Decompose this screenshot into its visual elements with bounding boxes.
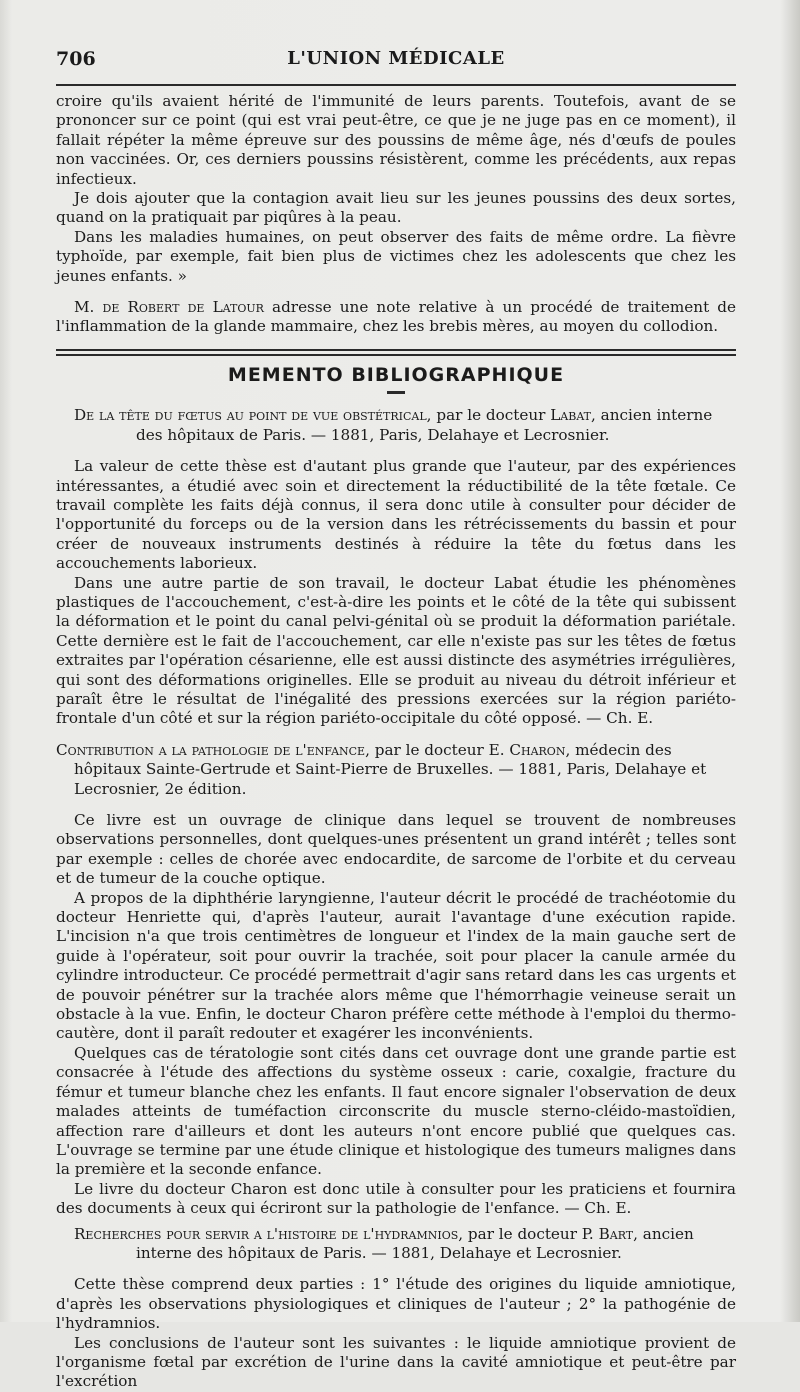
note-speaker: M. de Robert de Latour bbox=[74, 298, 264, 317]
review-paragraph: Quelques cas de tératologie sont cités dans cet ouvrage dont une grande partie est consacrée à l'étude des affections du système osseux : carie, coxalgie, fracture du fémur et tumeur blanche chez les enfants. Il faut encore signaler l'observation de deux malades atteints de tuméfaction circonscrite du muscle sterno-cléido-mastoïdien, affection rare d'ailleurs et dont les auteurs n'ont encore publié que quelques cas. L'ouvrage se termine par une étude clinique et histologique des tumeurs malignes dans la première et la seconde enfance. bbox=[56, 1043, 736, 1179]
spacer bbox=[56, 1263, 736, 1275]
entry-by: par le docteur bbox=[369, 740, 489, 759]
session-note bbox=[56, 298, 736, 337]
bibliography-entry-heading bbox=[56, 1225, 736, 1264]
section-divider bbox=[56, 349, 736, 356]
entry-title: Contribution a la pathologie de l'enfance, bbox=[56, 740, 370, 759]
entry-author: P. Bart bbox=[581, 1224, 634, 1243]
intro-paragraph: Dans les maladies humaines, on peut observer des faits de même ordre. La fièvre typhoïde, par exemple, fait bien plus de victimes chez les adolescents que chez les jeunes enfants. » bbox=[56, 227, 736, 285]
entry-by: par le docteur bbox=[431, 406, 551, 425]
spacer bbox=[56, 729, 736, 741]
entry-meta: , ancien interne des hôpitaux de Paris. — 1881, Paris, Delahaye et Lecrosnier. bbox=[136, 406, 713, 444]
spacer bbox=[56, 445, 736, 457]
title-ornament bbox=[387, 391, 405, 394]
spacer bbox=[56, 799, 736, 811]
review-paragraph: Cette thèse comprend deux parties : 1° l'étude des origines du liquide amniotique, d'après les observations physiologiques et cliniques de l'auteur ; 2° la pathogénie de l'hydramnios. bbox=[56, 1275, 736, 1333]
running-head bbox=[56, 48, 736, 72]
entry-author: Labat bbox=[550, 406, 592, 425]
entry-meta: , ancien interne des hôpitaux de Paris. — 1881, Delahaye et Lecrosnier. bbox=[136, 1224, 694, 1262]
article-body bbox=[56, 92, 736, 1392]
review-paragraph: Le livre du docteur Charon est donc utile à consulter pour les praticiens et fournira des documents à ceux qui écriront sur la pathologie de l'enfance. — Ch. E. bbox=[56, 1179, 736, 1218]
review-paragraph: A propos de la diphthérie laryngienne, l'auteur décrit le procédé de trachéotomie du docteur Henriette qui, d'après l'auteur, aurait l'avantage d'une exécution rapide. L'incision n'a que trois centimètres de longueur et l'index de la main gauche sert de guide à l'opérateur, soit pour ouvrir la trachée, soit pour placer la canule armée du cylindre introducteur. Ce procédé permettrait d'agir sans retard dans les cas urgents et de pouvoir pénétrer sur la trachée alors même que l'hémorrhagie veineuse serait un obstacle à la vue. Enfin, le docteur Charon préfère cette méthode à l'emploi du thermo-cautère, dont il paraît redouter et exagérer les inconvénients. bbox=[56, 888, 736, 1043]
entry-title: Recherches pour servir a l'histoire de l'hydramnios, bbox=[74, 1224, 464, 1243]
entry-author: E. Charon bbox=[488, 740, 566, 759]
journal-title: L'UNION MÉDICALE bbox=[287, 48, 505, 69]
review-paragraph: La valeur de cette thèse est d'autant plus grande que l'auteur, par des expériences intéressantes, a étudié avec soin et directement la réductibilité de la tête fœtale. Ce travail complète les faits déjà connus, il sera donc utile à consulter pour décider de l'opportunité du forceps ou de la version dans les rétrécissements du bassin et pour créer de nouveaux instruments destinés à réduire la tête du fœtus dans les accouchements laborieux. bbox=[56, 457, 736, 573]
note-text: adresse une note relative à un procédé de traitement de l'inflammation de la glande mammaire, chez les brebis mères, au moyen du collodion. bbox=[56, 298, 737, 336]
page-number: 706 bbox=[56, 48, 96, 70]
entry-by: par le docteur bbox=[463, 1224, 582, 1243]
bibliography-entry-heading bbox=[56, 741, 736, 799]
intro-paragraph: croire qu'ils avaient hérité de l'immunité de leurs parents. Toutefois, avant de se prononcer sur ce point (qui est vrai peut-être, ce que je ne juge pas en ce moment), il fallait répéter la même épreuve sur des poussins de même âge, nés d'œufs de poules non vaccinées. Or, ces derniers poussins résistèrent, comme les précédents, aux repas infectieux. bbox=[56, 92, 736, 188]
review-paragraph: Dans une autre partie de son travail, le docteur Labat étudie les phénomènes plastiques de l'accouchement, c'est-à-dire les points et le côté de la tête qui subissent la déformation et le point du canal pelvi-génital où se produit la déformation pariétale. Cette dernière est le fait de l'accouchement, car elle n'existe pas sur les têtes de fœtus extraites par l'opération césarienne, elle est aussi distincte des asymétries irrégulières, qui sont des déformations originelles. Elle se produit au niveau du détroit inférieur et paraît être le résultat de l'inégalité des pressions exercées sur la région pariéto-frontale d'un côté et sur la région pariéto-occipitale du côté opposé. — Ch. E. bbox=[56, 573, 736, 728]
review-paragraph: Ce livre est un ouvrage de clinique dans lequel se trouvent de nombreuses observations personnelles, dont quelques-unes présentent un grand intérêt ; telles sont par exemple : celles de chorée avec endocardite, de sarcome de l'orbite et du cerveau et de tumeur de la couche optique. bbox=[56, 811, 736, 888]
section-title: MEMENTO BIBLIOGRAPHIQUE bbox=[227, 363, 565, 386]
intro-paragraph: Je dois ajouter que la contagion avait lieu sur les jeunes poussins des deux sortes, quand on la pratiquait par piqûres à la peau. bbox=[56, 189, 736, 227]
entry-meta: , médecin des hôpitaux Sainte-Gertrude et Saint-Pierre de Bruxelles. — 1881, Paris, Delahaye et Lecrosnier, 2e édition. bbox=[74, 740, 707, 798]
spacer bbox=[56, 286, 736, 298]
entry-title: De la tête du fœtus au point de vue obstétrical, bbox=[74, 406, 432, 425]
review-paragraph: Les conclusions de l'auteur sont les suivantes : le liquide amniotique provient de l'organisme fœtal par excrétion de l'urine dans la cavité amniotique et peut-être par l'excrétion bbox=[56, 1333, 736, 1391]
bibliography-entry-heading bbox=[56, 406, 736, 445]
header-rule bbox=[56, 84, 736, 86]
